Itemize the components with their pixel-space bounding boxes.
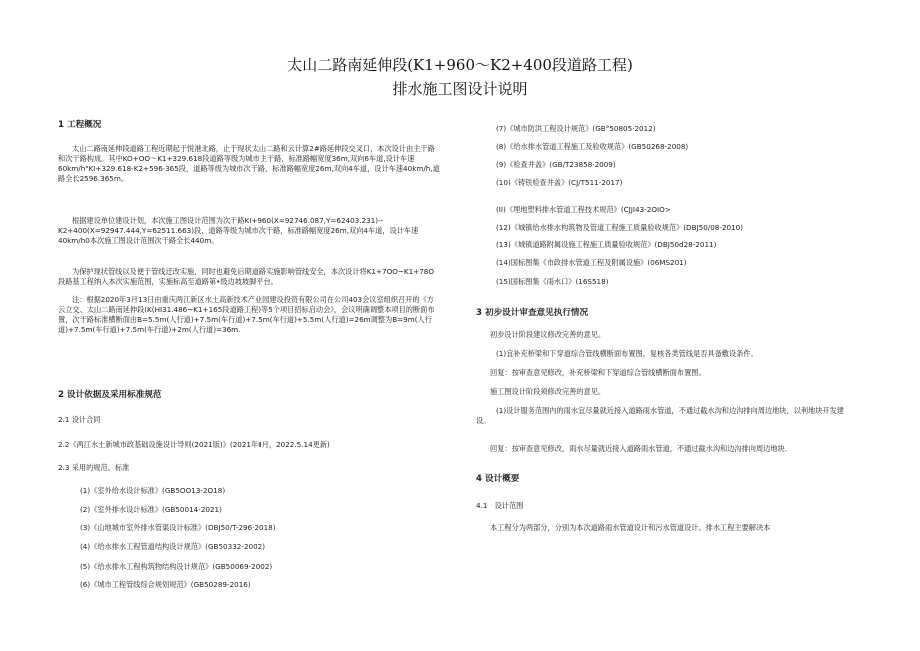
standard-item: (8)《给水排水管道工程施工及验收规范》(GB50268-2008) [496,142,689,151]
section-3-text: 回复：按审查意见修改，补充桥梁和下穿道综合管线横断面布置图。 [490,368,706,377]
standard-item: (2)《室外排水设计标准》(GB50014-2021) [80,505,222,514]
section-1-paragraph-3: 为保护现状管线以及便于管线迁改实施，同时也避免后期道路实施影响管线安全，本次设计将K1+7OO~K1+78O段路基工程纳入本次实施范围，实施标高至道路第•级边坡坡脚平台。 [58,267,435,286]
standard-item: (13)《城镇道路附属设施工程施工质量验收规范》(DBJ50d28-2011) [496,240,717,249]
standard-item: (14)国标图集《市政排水管道工程及附属设施》(06MS201) [496,258,687,267]
document-title: 太山二路南延伸段(K1+960～K2+400段道路工程) [287,56,633,74]
standard-item: (4)《给水排水工程管道结构设计规范》(GB50332-2002) [80,542,266,551]
section-1-heading: 1 工程概况 [58,120,102,130]
document-subtitle: 排水施工图设计说明 [392,80,528,98]
section-2-3: 2.3 采用的规范、标准 [58,463,130,472]
standard-item: (7)《城市防洪工程设计规范》(GB°50805·2012) [496,124,656,133]
section-3-text: 初步设计阶段建议修改完善的意见。 [490,330,606,339]
section-2-heading: 2 设计依据及采用标准规范 [58,390,162,400]
standard-item: (12)《城镇给水排水构筑物及管道工程施工质量验收规范》(DBJ50/08-2010) [496,223,744,232]
section-3-text: 回复：按审查意见修改，雨水尽量就近接入道路雨水管道，不通过截水沟和边沟排向周边地块. [490,444,787,453]
section-3-heading: 3 初步设计审查意见执行情况 [476,308,589,318]
standard-item: (15)国标图集《雨水口》(16S518) [496,277,609,286]
standard-item: (II)《埋地塑料排水管道工程技术规范》(CJJI43-2OIO> [496,205,671,214]
section-3-text: 施工图设计阶段须修改完善的意见。 [490,387,606,396]
section-3-text: (1)宜补充桥梁和下穿道综合管线横断面布置图，复核各类管线是否具备敷设条件。 [496,349,758,358]
section-3-text: (1)设计服务范围内的雨水宜尽量就近接入道路雨水管道，不通过截水沟和边沟排向周边地块，以利地块开发建设。 [476,406,844,425]
standard-item: (6)《城市工程管线综合规划规范》(GB50289-2016) [80,580,251,589]
standard-item: (10)《铸铁检查井盖》(CJ/T511-2017) [496,178,623,187]
section-4-text: 本工程分为两部分，分别为本次道路雨水管道设计和污水管道设计。排水工程主要解决本 [490,523,771,532]
section-2-1: 2.1 设计合同 [58,415,101,424]
section-1-note: 注：根据2020年3月13日由重庆两江新区水土高新技术产业园建设投资有限公司在公司403会议室组织召开的《方云立交、太山二路南延伸段(K(HI31.486~K1+165段道路工程)等5个项目招标启动会》，会议明确调整本项目的断面布置，次干路标准横断面由B=5.5m(人行道)+7.5m(车行道)+7.5m(车行道)+5.5m(人行道)=26m调整为B=9m(人行道)+7.5m(车行道)+7.5m(车行道)+2m(人行道)=36m. [58,295,435,334]
section-4-heading: 4 设计概要 [476,474,520,484]
standard-item: (5)《给水排水工程构筑物结构设计规范》(GB50069-2002) [80,562,273,571]
section-1-paragraph-1: 太山二路南延伸段道路工程近期起于悦港北路，止于现状太山二路和云计算2#路延伸段交叉口，本次设计由主干路和次干路构成。其中KO+OO～K1+329.618段道路等级为城市主干路，标准路幅宽度36m,双向6车道,设计车速60km/h"KI+329.618-K2+596·365段，道路等级为城市次干路，标准路幅宽度26m,双向4车道，设计车速40km/h,道路全长2596.365m。 [58,144,440,183]
section-4-1: 4.1 设计范围 [476,501,524,510]
section-2-2: 2.2《两江水土新城市政基础设施设计导则(2021版)》(2021年Ⅱ月，2022.5.14更新) [58,440,330,449]
section-1-paragraph-2: 根据建设单位建设计划，本次施工图设计范围为次干路KI+960(X=92746.087,Y=62403.231)--K2+400(X=92947.444,Y=62511.663)段，道路等级为城市次干路，标准路幅宽度26m,双向4车道，设计车速40km/h0本次施工图设计范围次干路全长440m。 [58,216,419,245]
standard-item: (1)《室外给水设计标准》(GB5OO13-2O18) [80,486,226,495]
standard-item: (3)《山地城市室外排水管渠设计标准》(DBJ50/T-296·2018) [80,523,276,532]
standard-item: (9)《检查井盖》(GB/T23858·2009) [496,160,616,169]
